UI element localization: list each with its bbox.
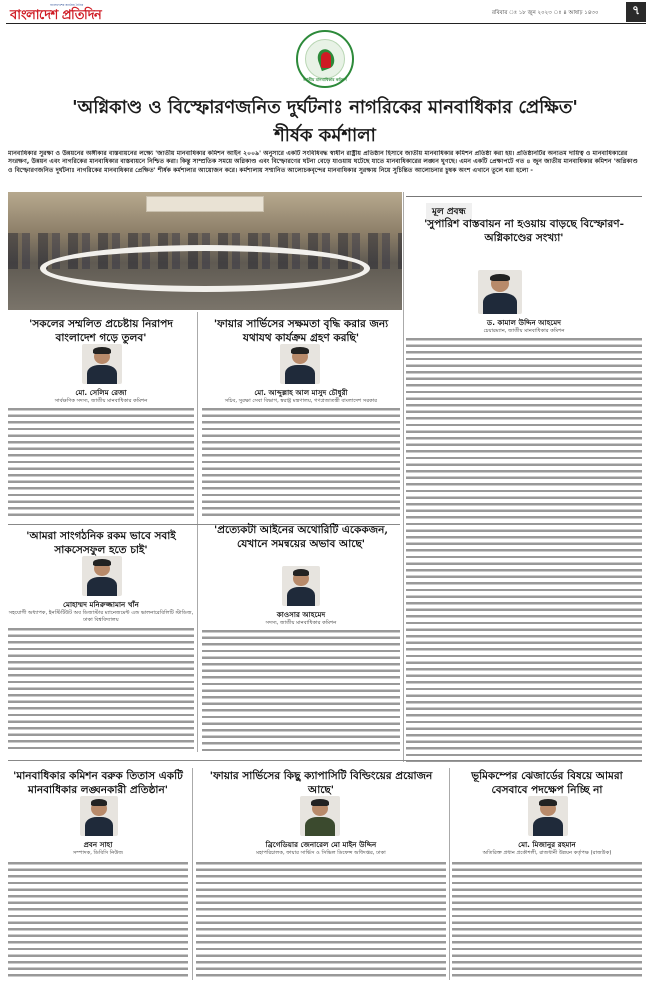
section-headline: 'মানবাধিকার কমিশন বরুক তিতাস একটি মানবাধিকার লঙ্ঘনকারী প্রতিষ্ঠান'	[13, 770, 183, 796]
speaker-role: সার্বক্ষণিক সদস্য, জাতীয় মানবাধিকার কমিশন	[54, 398, 148, 404]
stage-banner	[146, 196, 264, 213]
speaker-name: মো. আব্দুল্লাহ আল মাসুদ চৌধুরী	[254, 388, 348, 397]
speaker-role: সহযোগী অধ্যাপক, ইনস্টিটিউট অব ডিজাস্টার ম্যানেজমেন্ট এন্ড ভালনারেবিলিটি স্টাডিজ, ঢাকা বিশ্ববিদ্যালয়	[8, 610, 194, 623]
speaker-role: সম্পাদক, ডিবিসি নিউজ	[72, 850, 124, 856]
section-body	[8, 862, 188, 978]
column-divider	[197, 312, 198, 752]
section-body	[196, 862, 446, 978]
section-body	[202, 630, 400, 752]
speaker-portrait	[282, 566, 320, 606]
emblem-figure-icon	[321, 52, 331, 68]
speaker-name: কাওসার আহমেদ	[276, 610, 326, 619]
speaker-portrait	[280, 344, 320, 384]
speaker-portrait	[528, 796, 568, 836]
speaker-name: মো. মিজানুর রহমান	[518, 840, 576, 849]
article-subtitle: শীর্ষক কর্মশালা	[274, 125, 376, 146]
speaker-portrait	[300, 796, 340, 836]
speaker-portrait	[80, 796, 118, 836]
speaker-name: ব্রিগেডিয়ার জেনারেল মো মাইন উদ্দিন	[265, 840, 377, 849]
speaker-name: মো. সেলিম রেজা	[75, 388, 127, 397]
speaker-portrait	[82, 344, 122, 384]
column-divider	[449, 768, 450, 980]
section-body	[452, 862, 642, 978]
intro-paragraph: মানবাধিকার সুরক্ষা ও উন্নয়নের অঙ্গীকার বাস্তবায়নের লক্ষ্যে 'জাতীয় মানবাধিকার কমিশন আইন ২০০৯' অনুসারে একটি সংবিধিবদ্ধ স্বাধীন রাষ্ট্রীয় প্রতিষ্ঠান হিসাবে জাতীয় মানবাধিকার কমিশন প্রতিষ্ঠা করা হয়। প্রতিষ্ঠানটির অন্যতম দায়িত্ব ও মানবাধিকারের সংরক্ষণ, উন্নয়ন এবং নাগরিকের মানবাধিকার বাস্তবায়নে নিশ্চিত করা। কিন্তু সাম্প্রতিক সময়ে অগ্নিকাণ্ড এবং বিস্ফোরণের ঘটনা বেড়ে যাওয়ায় ঘটেছে যাতে মানবাধিকারের লঙ্ঘন ঘুণছে। এমন একটি প্রেক্ষাপটে গত ৪ জুন জাতীয় মানবাধিকার কমিশন 'অগ্নিকাণ্ড ও বিস্ফোরণজনিত দুর্ঘটনাঃ নাগরিকের মানবাধিকার প্রেক্ষিত' শীর্ষক কর্মশালার আয়োজন করে। কর্মশালায় সম্মানিত আলোচকবৃন্দের মানবাধিকার সুরক্ষায় নিয়ে সুচিন্তিত আলোচনার চুম্বক অংশ এখানে তুলে ধরা হলো -	[8, 150, 638, 174]
conference-tables	[40, 245, 371, 292]
keynote-headline: 'সুপারিশ বাস্তবায়ন না হওয়ায় বাড়ছে বিস্ফোরণ-অগ্নিকাণ্ডের সংখ্যা'	[424, 218, 624, 245]
speaker-name: প্রবন সাহা	[83, 840, 113, 849]
keynote-name: ড. কামাল উদ্দিন আহমেদ	[486, 318, 562, 327]
section-headline: 'ফায়ার সার্ভিসের সক্ষমতা বৃদ্ধি করার জন্য যথাযথ কার্যক্রম গ্রহণ করছি'	[213, 318, 389, 344]
workshop-photo	[8, 192, 402, 310]
section-body	[8, 408, 194, 520]
section-headline: ভূমিকম্পের ঝেজার্ডের বিষয়ে আমরা বেসবাবে পদক্ষেপ নিচ্ছি না	[471, 770, 623, 796]
column-divider	[403, 192, 404, 762]
speaker-role: অতিরিক্ত প্রধান প্রকৌশলী, রাজধানী উন্নয়ন কর্তৃপক্ষ (রাজউক)	[482, 850, 612, 856]
keynote-role: চেয়ারম্যান, জাতীয় মানবাধিকার কমিশন	[483, 328, 565, 334]
column-divider	[192, 768, 193, 980]
emblem-text: জাতীয় মানবাধিকার কমিশন	[303, 77, 347, 82]
emblem-inner	[305, 39, 345, 79]
section-headline: 'ফায়ার সার্ভিসের কিছু ক্যাপাসিটি বিল্ডিংয়ের প্রয়োজন আছে'	[209, 770, 433, 796]
speaker-portrait	[82, 556, 122, 596]
speaker-role: সচিব, সুরক্ষা সেবা বিভাগ, স্বরাষ্ট্র মন্ত্রণালয়, গণপ্রজাতন্ত্রী বাংলাদেশ সরকার	[224, 398, 378, 404]
section-headline: 'প্রত্যেকটা আইনের অথোরিটি একেকজন, যেখানে সমন্বয়ের অভাব আছে'	[213, 524, 389, 550]
keynote-box	[406, 196, 642, 262]
nhrc-emblem-icon	[296, 30, 354, 88]
section-body	[8, 628, 194, 752]
speaker-name: মোহাম্মদ মনিরুজ্জামান খাঁন	[63, 600, 139, 609]
logo-tagline: বাংলাদেশের জনপ্রিয় দৈনিক	[50, 3, 84, 7]
section-headline: 'আমরা সাংগঠনিক রকম ভাবে সবাই সাকসেসফুল হতে চাই'	[26, 530, 176, 556]
masthead	[6, 2, 646, 24]
page-number: ৭	[626, 2, 646, 22]
dateline: রবিবার ঃ ১৮ জুন ২০২৩ ঃ ৪ আষাঢ় ১৪৩০	[492, 10, 599, 16]
speaker-role: মহাপরিচালক, ফায়ার সার্ভিস ও সিভিল ডিফেন্স অধিদপ্তর, ঢাকা	[256, 850, 386, 856]
speaker-role: সদস্য, জাতীয় মানবাধিকার কমিশন	[265, 620, 337, 626]
section-divider	[8, 760, 642, 761]
keynote-body	[406, 338, 642, 762]
keynote-tag: মূল প্রবন্ধ	[426, 203, 472, 220]
keynote-portrait	[478, 270, 522, 314]
newspaper-logo: বাংলাদেশ প্রতিদিন	[10, 8, 102, 23]
section-headline: 'সকলের সম্মলিত প্রচেষ্টায় নিরাপদ বাংলাদেশ গড়ে তুলব'	[29, 318, 173, 344]
section-body	[202, 408, 400, 520]
article-title: 'অগ্নিকাণ্ড ও বিস্ফোরণজনিত দুর্ঘটনাঃ নাগরিকের মানবাধিকার প্রেক্ষিত'	[72, 97, 578, 118]
